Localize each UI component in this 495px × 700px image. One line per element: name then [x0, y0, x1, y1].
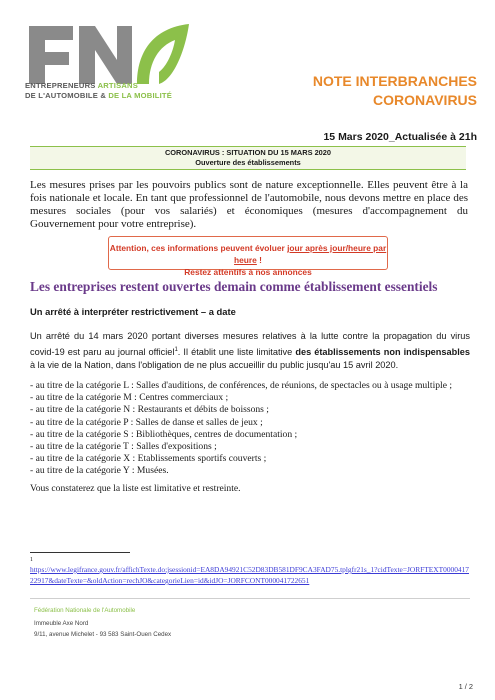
footnote-link[interactable]: https://www.legifrance.gouv.fr/affichTexte.do;jsessionid=EA8DA94921C52D83DB581DF9CA3FAD75.tplgfr21s_1?cidTexte=JORFTEXT000041722917&dateTexte=&oldAction=rechJO&categorieLien=id&idJO=JORFCONT000041722651 [30, 565, 469, 585]
warning-box [108, 236, 388, 277]
page-number: 1 / 2 [458, 682, 473, 691]
title-line-2: CORONAVIRUS [373, 92, 477, 108]
section-heading: Les entreprises restent ouvertes demain comme établissement essentiels [30, 279, 438, 294]
list-item: - au titre de la catégorie X : Etablissements sportifs couverts ; [30, 453, 267, 465]
conclusion: Vous constaterez que la liste est limitative et restreinte. [30, 483, 241, 494]
footnote-number: 1 [30, 557, 33, 563]
list-item: - au titre de la catégorie P : Salles de danse et salles de jeux ; [30, 416, 263, 428]
logo-letter-f [29, 26, 73, 84]
footnote-divider [30, 552, 130, 553]
list-item: - au titre de la catégorie T : Salles d'expositions ; [30, 441, 217, 453]
list-item: - au titre de la catégorie M : Centres commerciaux ; [30, 392, 229, 404]
situation-box [30, 146, 466, 170]
list-item: - au titre de la catégorie S : Bibliothèques, centres de documentation ; [30, 428, 298, 440]
category-list [30, 380, 480, 478]
logo-tagline-1: ENTREPRENEURS ARTISANS [25, 81, 138, 90]
situation-line-2: Ouverture des établissements [195, 158, 301, 167]
document-title [313, 72, 477, 110]
intro-paragraph: Les mesures prises par les pouvoirs publics sont de nature exceptionnelle. Elles peuvent être à la fois nationale et locale. En tant que professionnel de l'automobile, nous devons mettre en place des mesures sociales (pour vos salariés) et économiques (mesures d'accompagnement du Gouvernement pour votre entreprise). [30, 179, 468, 230]
list-item: - au titre de la catégorie N : Restaurants et débits de boissons ; [30, 404, 269, 416]
footer-divider [30, 598, 470, 599]
logo-tagline-2: DE L'AUTOMOBILE & DE LA MOBILITÉ [25, 91, 172, 100]
logo-letter-a [137, 24, 189, 84]
footer-address-line-1: Immeuble Axe Nord [34, 620, 89, 627]
title-line-1: NOTE INTERBRANCHES [312, 73, 477, 89]
footer-organization: Fédération Nationale de l'Automobile [34, 607, 136, 614]
list-item: - au titre de la catégorie Y : Musées. [30, 465, 169, 477]
footnote-ref[interactable]: 1 [174, 346, 178, 353]
warning-line-2: Restez attentifs à nos annonces [184, 267, 312, 277]
decree-paragraph: Un arrêté du 14 mars 2020 portant diverses mesures relatives à la lutte contre la propagation du virus covid-19 est paru au journal officiel$^1$. Il établit une liste limitative des établissements non indispensables à la vie de la Nation, dans l'obligation de ne plus accueillir du public jusqu'au 15 avril 2020. [30, 331, 471, 371]
subheading: Un arrêté à interpréter restrictivement – a date [30, 306, 236, 317]
warning-line-1: Attention, ces informations peuvent évoluer jour après jour/heure par heure ! [109, 243, 387, 265]
logo-letter-n [79, 26, 132, 84]
situation-line-1: CORONAVIRUS : SITUATION DU 15 MARS 2020 [164, 148, 332, 157]
footer-address-line-2: 9/11, avenue Michelet - 93 583 Saint-Ouen Cedex [34, 631, 172, 638]
document-date: 15 Mars 2020_Actualisée à 21h [323, 131, 477, 143]
list-item: - au titre de la catégorie L : Salles d'auditions, de conférences, de réunions, de spectacles ou à usage multiple ; [30, 380, 453, 391]
